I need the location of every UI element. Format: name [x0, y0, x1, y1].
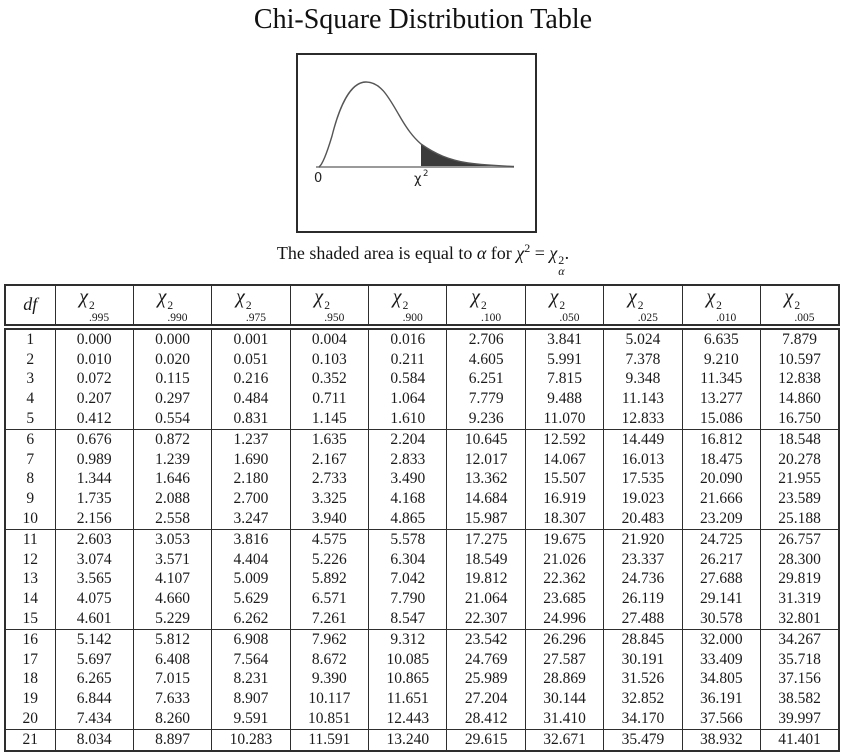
cell-df8-alpha100: 13.362 — [447, 470, 525, 490]
cell-df20-alpha050: 31.410 — [525, 709, 603, 729]
df-value: 9 — [26, 490, 35, 508]
table-row-df-17 — [5, 650, 839, 670]
cell-df13-alpha950: 5.892 — [290, 570, 368, 590]
cell-df13-alpha975: 5.009 — [212, 570, 290, 590]
cell-df13-alpha990: 4.107 — [133, 570, 211, 590]
cell-df16-alpha050: 26.296 — [525, 629, 603, 649]
cell-df10-alpha995: 2.156 — [55, 509, 133, 529]
df-value: 6 — [26, 430, 35, 448]
table-row-df-11 — [5, 529, 839, 549]
cell-df12-alpha950: 5.226 — [290, 550, 368, 570]
cell-df12-alpha010: 26.217 — [682, 550, 760, 570]
cell-df15-alpha010: 30.578 — [682, 609, 760, 629]
table-row-df-14 — [5, 589, 839, 609]
origin-label: 0 — [314, 171, 323, 186]
cell-df12-alpha900: 6.304 — [369, 550, 447, 570]
df-value: 19 — [22, 690, 38, 708]
table-row-df-4 — [5, 389, 839, 409]
cell-df10-alpha100: 15.987 — [447, 509, 525, 529]
df-value: 10 — [5, 509, 55, 529]
cell-df2-alpha050: 5.991 — [525, 350, 603, 370]
cell-df3-alpha100: 6.251 — [447, 370, 525, 390]
distribution-figure — [296, 53, 537, 233]
table-row-df-19 — [5, 689, 839, 709]
table-row-df-8 — [5, 470, 839, 490]
df-value: 13 — [22, 570, 38, 588]
cell-df18-alpha990: 7.015 — [133, 670, 211, 690]
cell-df18-alpha050: 28.869 — [525, 670, 603, 690]
cell-df10-alpha950: 3.940 — [290, 509, 368, 529]
cell-df11-alpha100: 17.275 — [447, 529, 525, 549]
cell-df7-alpha010: 18.475 — [682, 450, 760, 470]
cell-df8-alpha990: 1.646 — [133, 470, 211, 490]
cell-df9-alpha900: 4.168 — [369, 489, 447, 509]
cell-df7-alpha990: 1.239 — [133, 450, 211, 470]
cell-df10-alpha900: 4.865 — [369, 509, 447, 529]
cell-df11-alpha025: 21.920 — [604, 529, 682, 549]
cell-df16-alpha990: 5.812 — [133, 629, 211, 649]
cell-df18-alpha995: 6.265 — [55, 670, 133, 690]
alpha-symbol: α — [476, 243, 487, 263]
column-header-chi-squared-950: χ 2 .950 — [290, 285, 368, 325]
cell-df18-alpha010: 34.805 — [682, 670, 760, 690]
chi-symbol: χ — [516, 243, 525, 263]
chi-exponent: 2 — [524, 241, 531, 255]
cell-df19-alpha995: 6.844 — [55, 689, 133, 709]
cell-df18-alpha975: 8.231 — [212, 670, 290, 690]
column-header-chi-squared-100: χ 2 .100 — [447, 285, 525, 325]
cell-df7-alpha005: 20.278 — [761, 450, 839, 470]
cell-df4-alpha010: 13.277 — [682, 389, 760, 409]
cell-df20-alpha990: 8.260 — [133, 709, 211, 729]
cell-df15-alpha900: 8.547 — [369, 609, 447, 629]
df-value: 21 — [22, 730, 38, 748]
cell-df14-alpha900: 7.790 — [369, 589, 447, 609]
cell-df12-alpha025: 23.337 — [604, 550, 682, 570]
column-header-chi-squared-900: χ 2 .900 — [369, 285, 447, 325]
cell-df15-alpha950: 7.261 — [290, 609, 368, 629]
table-row-df-7 — [5, 450, 839, 470]
cell-df13-alpha050: 22.362 — [525, 570, 603, 590]
cell-df16-alpha005: 34.267 — [761, 629, 839, 649]
cell-df6-alpha010: 16.812 — [682, 429, 760, 449]
df-value: 11 — [22, 530, 38, 548]
df-value: 2 — [26, 350, 35, 368]
column-header-chi-squared-025: χ 2 .025 — [604, 285, 682, 325]
cell-df18-alpha025: 31.526 — [604, 670, 682, 690]
cell-df1-alpha050: 3.841 — [525, 329, 603, 350]
cell-df19-alpha005: 38.582 — [761, 689, 839, 709]
cell-df3-alpha950: 0.352 — [290, 370, 368, 390]
df-value: 20 — [5, 709, 55, 729]
cell-df18-alpha100: 25.989 — [447, 670, 525, 690]
cell-df8-alpha025: 17.535 — [604, 470, 682, 490]
cell-df9-alpha100: 14.684 — [447, 489, 525, 509]
cell-df9-alpha010: 21.666 — [682, 489, 760, 509]
cell-df12-alpha975: 4.404 — [212, 550, 290, 570]
cell-df8-alpha995: 1.344 — [55, 470, 133, 490]
cell-df21-alpha005: 41.401 — [761, 729, 839, 750]
cell-df3-alpha975: 0.216 — [212, 370, 290, 390]
cell-df1-alpha990: 0.000 — [133, 329, 211, 350]
cell-df12-alpha100: 18.549 — [447, 550, 525, 570]
df-value: 15 — [5, 609, 55, 629]
column-header-chi-squared-050: χ 2 .050 — [525, 285, 603, 325]
cell-df17-alpha025: 30.191 — [604, 650, 682, 670]
cell-df1-alpha900: 0.016 — [369, 329, 447, 350]
cell-df14-alpha005: 31.319 — [761, 589, 839, 609]
cell-df14-alpha010: 29.141 — [682, 589, 760, 609]
cell-df7-alpha100: 12.017 — [447, 450, 525, 470]
cell-df16-alpha010: 32.000 — [682, 629, 760, 649]
cell-df20-alpha100: 28.412 — [447, 709, 525, 729]
cell-df4-alpha100: 7.779 — [447, 389, 525, 409]
cell-df14-alpha100: 21.064 — [447, 589, 525, 609]
cell-df10-alpha010: 23.209 — [682, 509, 760, 529]
cell-df1-alpha950: 0.004 — [290, 329, 368, 350]
cell-df4-alpha050: 9.488 — [525, 389, 603, 409]
cell-df15-alpha990: 5.229 — [133, 609, 211, 629]
cell-df6-alpha100: 10.645 — [447, 429, 525, 449]
cell-df11-alpha990: 3.053 — [133, 529, 211, 549]
chi-alpha-subscript: α — [558, 264, 565, 279]
cell-df3-alpha995: 0.072 — [55, 370, 133, 390]
table-row-df-18 — [5, 670, 839, 690]
cell-df21-alpha995: 8.034 — [55, 729, 133, 750]
cell-df19-alpha975: 8.907 — [212, 689, 290, 709]
cell-df10-alpha025: 20.483 — [604, 509, 682, 529]
cell-df12-alpha050: 21.026 — [525, 550, 603, 570]
caption-text-mid: for — [486, 243, 517, 263]
cell-df11-alpha010: 24.725 — [682, 529, 760, 549]
cell-df19-alpha950: 10.117 — [290, 689, 368, 709]
cell-df3-alpha050: 7.815 — [525, 370, 603, 390]
cell-df19-alpha990: 7.633 — [133, 689, 211, 709]
cell-df16-alpha100: 23.542 — [447, 629, 525, 649]
df-value: 12 — [22, 550, 38, 568]
cell-df9-alpha025: 19.023 — [604, 489, 682, 509]
cell-df5-alpha100: 9.236 — [447, 409, 525, 429]
cell-df15-alpha050: 24.996 — [525, 609, 603, 629]
cell-df21-alpha990: 8.897 — [133, 729, 211, 750]
cell-df6-alpha990: 0.872 — [133, 429, 211, 449]
cell-df21-alpha100: 29.615 — [447, 729, 525, 750]
cell-df13-alpha025: 24.736 — [604, 570, 682, 590]
equals-sign: = — [530, 243, 550, 263]
cell-df2-alpha025: 7.378 — [604, 350, 682, 370]
cell-df2-alpha995: 0.010 — [55, 350, 133, 370]
df-value: 16 — [22, 630, 38, 648]
cell-df14-alpha975: 5.629 — [212, 589, 290, 609]
cell-df8-alpha005: 21.955 — [761, 470, 839, 490]
cell-df20-alpha025: 34.170 — [604, 709, 682, 729]
df-value: 1 — [26, 330, 35, 348]
cell-df14-alpha995: 4.075 — [55, 589, 133, 609]
chi-square-curve-plot — [298, 55, 535, 231]
cell-df2-alpha975: 0.051 — [212, 350, 290, 370]
cell-df2-alpha010: 9.210 — [682, 350, 760, 370]
cell-df18-alpha005: 37.156 — [761, 670, 839, 690]
cell-df1-alpha100: 2.706 — [447, 329, 525, 350]
column-header-chi-squared-990: χ 2 .990 — [133, 285, 211, 325]
cell-df11-alpha975: 3.816 — [212, 529, 290, 549]
cell-df8-alpha050: 15.507 — [525, 470, 603, 490]
table-row-df-5 — [5, 409, 839, 429]
cell-df1-alpha995: 0.000 — [55, 329, 133, 350]
cell-df17-alpha950: 8.672 — [290, 650, 368, 670]
df-value: 7 — [26, 450, 35, 468]
cell-df10-alpha990: 2.558 — [133, 509, 211, 529]
cell-df16-alpha950: 7.962 — [290, 629, 368, 649]
cell-df17-alpha050: 27.587 — [525, 650, 603, 670]
cell-df6-alpha050: 12.592 — [525, 429, 603, 449]
cell-df5-alpha975: 0.831 — [212, 409, 290, 429]
cell-df16-alpha995: 5.142 — [55, 629, 133, 649]
cell-df21-alpha975: 10.283 — [212, 729, 290, 750]
cell-df5-alpha995: 0.412 — [55, 409, 133, 429]
cell-df9-alpha995: 1.735 — [55, 489, 133, 509]
cell-df11-alpha050: 19.675 — [525, 529, 603, 549]
cell-df6-alpha975: 1.237 — [212, 429, 290, 449]
df-value: 4 — [26, 390, 35, 408]
table-header-row — [5, 285, 839, 325]
cell-df21-alpha050: 32.671 — [525, 729, 603, 750]
cell-df20-alpha900: 12.443 — [369, 709, 447, 729]
cell-df4-alpha025: 11.143 — [604, 389, 682, 409]
chi-square-axis-label-exponent: 2 — [423, 169, 429, 179]
cell-df18-alpha900: 10.865 — [369, 670, 447, 690]
cell-df4-alpha975: 0.484 — [212, 389, 290, 409]
df-value: 14 — [22, 590, 38, 608]
cell-df6-alpha995: 0.676 — [55, 429, 133, 449]
cell-df3-alpha900: 0.584 — [369, 370, 447, 390]
cell-df21-alpha010: 38.932 — [682, 729, 760, 750]
cell-df2-alpha950: 0.103 — [290, 350, 368, 370]
cell-df20-alpha995: 7.434 — [55, 709, 133, 729]
cell-df13-alpha900: 7.042 — [369, 570, 447, 590]
cell-df11-alpha995: 2.603 — [55, 529, 133, 549]
cell-df3-alpha025: 9.348 — [604, 370, 682, 390]
cell-df11-alpha900: 5.578 — [369, 529, 447, 549]
cell-df19-alpha900: 11.651 — [369, 689, 447, 709]
table-row-df-6 — [5, 429, 839, 449]
cell-df7-alpha025: 16.013 — [604, 450, 682, 470]
cell-df2-alpha100: 4.605 — [447, 350, 525, 370]
cell-df8-alpha975: 2.180 — [212, 470, 290, 490]
cell-df15-alpha005: 32.801 — [761, 609, 839, 629]
cell-df19-alpha025: 32.852 — [604, 689, 682, 709]
column-header-chi-squared-010: χ 2 .010 — [682, 285, 760, 325]
cell-df4-alpha900: 1.064 — [369, 389, 447, 409]
density-curve — [319, 82, 514, 167]
cell-df13-alpha995: 3.565 — [55, 570, 133, 590]
cell-df1-alpha005: 7.879 — [761, 329, 839, 350]
table-row-df-13 — [5, 570, 839, 590]
df-value: 8 — [26, 470, 35, 488]
cell-df6-alpha950: 1.635 — [290, 429, 368, 449]
chi-alpha-exponent: 2 — [558, 253, 565, 268]
cell-df2-alpha900: 0.211 — [369, 350, 447, 370]
chi-square-table-body — [4, 328, 840, 752]
cell-df21-alpha900: 13.240 — [369, 729, 447, 750]
cell-df10-alpha975: 3.247 — [212, 509, 290, 529]
cell-df4-alpha990: 0.297 — [133, 389, 211, 409]
cell-df16-alpha025: 28.845 — [604, 629, 682, 649]
cell-df19-alpha050: 30.144 — [525, 689, 603, 709]
cell-df16-alpha975: 6.908 — [212, 629, 290, 649]
cell-df6-alpha900: 2.204 — [369, 429, 447, 449]
cell-df14-alpha950: 6.571 — [290, 589, 368, 609]
cell-df1-alpha975: 0.001 — [212, 329, 290, 350]
cell-df7-alpha950: 2.167 — [290, 450, 368, 470]
table-row-df-2 — [5, 350, 839, 370]
cell-df11-alpha950: 4.575 — [290, 529, 368, 549]
cell-df17-alpha010: 33.409 — [682, 650, 760, 670]
cell-df12-alpha005: 28.300 — [761, 550, 839, 570]
caption-period: . — [564, 243, 570, 263]
cell-df21-alpha025: 35.479 — [604, 729, 682, 750]
cell-df18-alpha950: 9.390 — [290, 670, 368, 690]
cell-df12-alpha990: 3.571 — [133, 550, 211, 570]
cell-df5-alpha900: 1.610 — [369, 409, 447, 429]
cell-df20-alpha010: 37.566 — [682, 709, 760, 729]
cell-df14-alpha050: 23.685 — [525, 589, 603, 609]
cell-df17-alpha975: 7.564 — [212, 650, 290, 670]
cell-df20-alpha950: 10.851 — [290, 709, 368, 729]
cell-df15-alpha025: 27.488 — [604, 609, 682, 629]
chi-alpha-symbol: χ — [549, 243, 558, 263]
table-row-df-10 — [5, 509, 839, 529]
cell-df9-alpha950: 3.325 — [290, 489, 368, 509]
shaded-alpha-region — [421, 144, 512, 167]
cell-df9-alpha050: 16.919 — [525, 489, 603, 509]
cell-df14-alpha990: 4.660 — [133, 589, 211, 609]
cell-df1-alpha010: 6.635 — [682, 329, 760, 350]
cell-df7-alpha975: 1.690 — [212, 450, 290, 470]
cell-df12-alpha995: 3.074 — [55, 550, 133, 570]
column-header-df: df — [23, 294, 38, 315]
cell-df11-alpha005: 26.757 — [761, 529, 839, 549]
cell-df7-alpha050: 14.067 — [525, 450, 603, 470]
cell-df8-alpha950: 2.733 — [290, 470, 368, 490]
figure-caption — [0, 241, 846, 278]
table-row-df-12 — [5, 550, 839, 570]
df-value: 17 — [22, 650, 38, 668]
table-row-df-3 — [5, 370, 839, 390]
cell-df2-alpha990: 0.020 — [133, 350, 211, 370]
cell-df5-alpha950: 1.145 — [290, 409, 368, 429]
chi-square-table-header — [4, 284, 840, 326]
cell-df9-alpha005: 23.589 — [761, 489, 839, 509]
cell-df13-alpha100: 19.812 — [447, 570, 525, 590]
cell-df19-alpha100: 27.204 — [447, 689, 525, 709]
cell-df17-alpha005: 35.718 — [761, 650, 839, 670]
df-value: 3 — [26, 370, 35, 388]
cell-df7-alpha995: 0.989 — [55, 450, 133, 470]
cell-df15-alpha975: 6.262 — [212, 609, 290, 629]
cell-df3-alpha010: 11.345 — [682, 370, 760, 390]
cell-df20-alpha005: 39.997 — [761, 709, 839, 729]
table-row-df-9 — [5, 489, 839, 509]
cell-df17-alpha990: 6.408 — [133, 650, 211, 670]
cell-df3-alpha005: 12.838 — [761, 370, 839, 390]
table-row-df-16 — [5, 629, 839, 649]
cell-df5-alpha025: 12.833 — [604, 409, 682, 429]
cell-df5-alpha050: 11.070 — [525, 409, 603, 429]
column-header-chi-squared-005: χ 2 .005 — [761, 285, 839, 325]
cell-df9-alpha975: 2.700 — [212, 489, 290, 509]
cell-df17-alpha900: 10.085 — [369, 650, 447, 670]
cell-df13-alpha010: 27.688 — [682, 570, 760, 590]
cell-df17-alpha100: 24.769 — [447, 650, 525, 670]
caption-text-before: The shaded area is equal to — [276, 243, 477, 263]
cell-df1-alpha025: 5.024 — [604, 329, 682, 350]
df-value: 18 — [22, 670, 38, 688]
cell-df15-alpha100: 22.307 — [447, 609, 525, 629]
cell-df8-alpha010: 20.090 — [682, 470, 760, 490]
cell-df4-alpha995: 0.207 — [55, 389, 133, 409]
table-row-df-20 — [5, 709, 839, 729]
cell-df4-alpha005: 14.860 — [761, 389, 839, 409]
cell-df21-alpha950: 11.591 — [290, 729, 368, 750]
cell-df10-alpha005: 25.188 — [761, 509, 839, 529]
cell-df14-alpha025: 26.119 — [604, 589, 682, 609]
cell-df7-alpha900: 2.833 — [369, 450, 447, 470]
table-row-df-15 — [5, 609, 839, 629]
cell-df5-alpha010: 15.086 — [682, 409, 760, 429]
cell-df6-alpha025: 14.449 — [604, 429, 682, 449]
df-value: 5 — [5, 409, 55, 429]
cell-df15-alpha995: 4.601 — [55, 609, 133, 629]
cell-df5-alpha005: 16.750 — [761, 409, 839, 429]
chi-square-axis-label: χ — [414, 172, 422, 187]
table-row-df-1 — [5, 329, 839, 350]
column-header-chi-squared-995: χ 2 .995 — [55, 285, 133, 325]
cell-df10-alpha050: 18.307 — [525, 509, 603, 529]
cell-df17-alpha995: 5.697 — [55, 650, 133, 670]
cell-df4-alpha950: 0.711 — [290, 389, 368, 409]
column-header-chi-squared-975: χ 2 .975 — [212, 285, 290, 325]
cell-df5-alpha990: 0.554 — [133, 409, 211, 429]
page-title: Chi-Square Distribution Table — [253, 4, 593, 35]
cell-df13-alpha005: 29.819 — [761, 570, 839, 590]
cell-df2-alpha005: 10.597 — [761, 350, 839, 370]
table-row-df-21 — [5, 729, 839, 750]
cell-df16-alpha900: 9.312 — [369, 629, 447, 649]
cell-df8-alpha900: 3.490 — [369, 470, 447, 490]
cell-df9-alpha990: 2.088 — [133, 489, 211, 509]
cell-df6-alpha005: 18.548 — [761, 429, 839, 449]
cell-df19-alpha010: 36.191 — [682, 689, 760, 709]
cell-df3-alpha990: 0.115 — [133, 370, 211, 390]
cell-df20-alpha975: 9.591 — [212, 709, 290, 729]
